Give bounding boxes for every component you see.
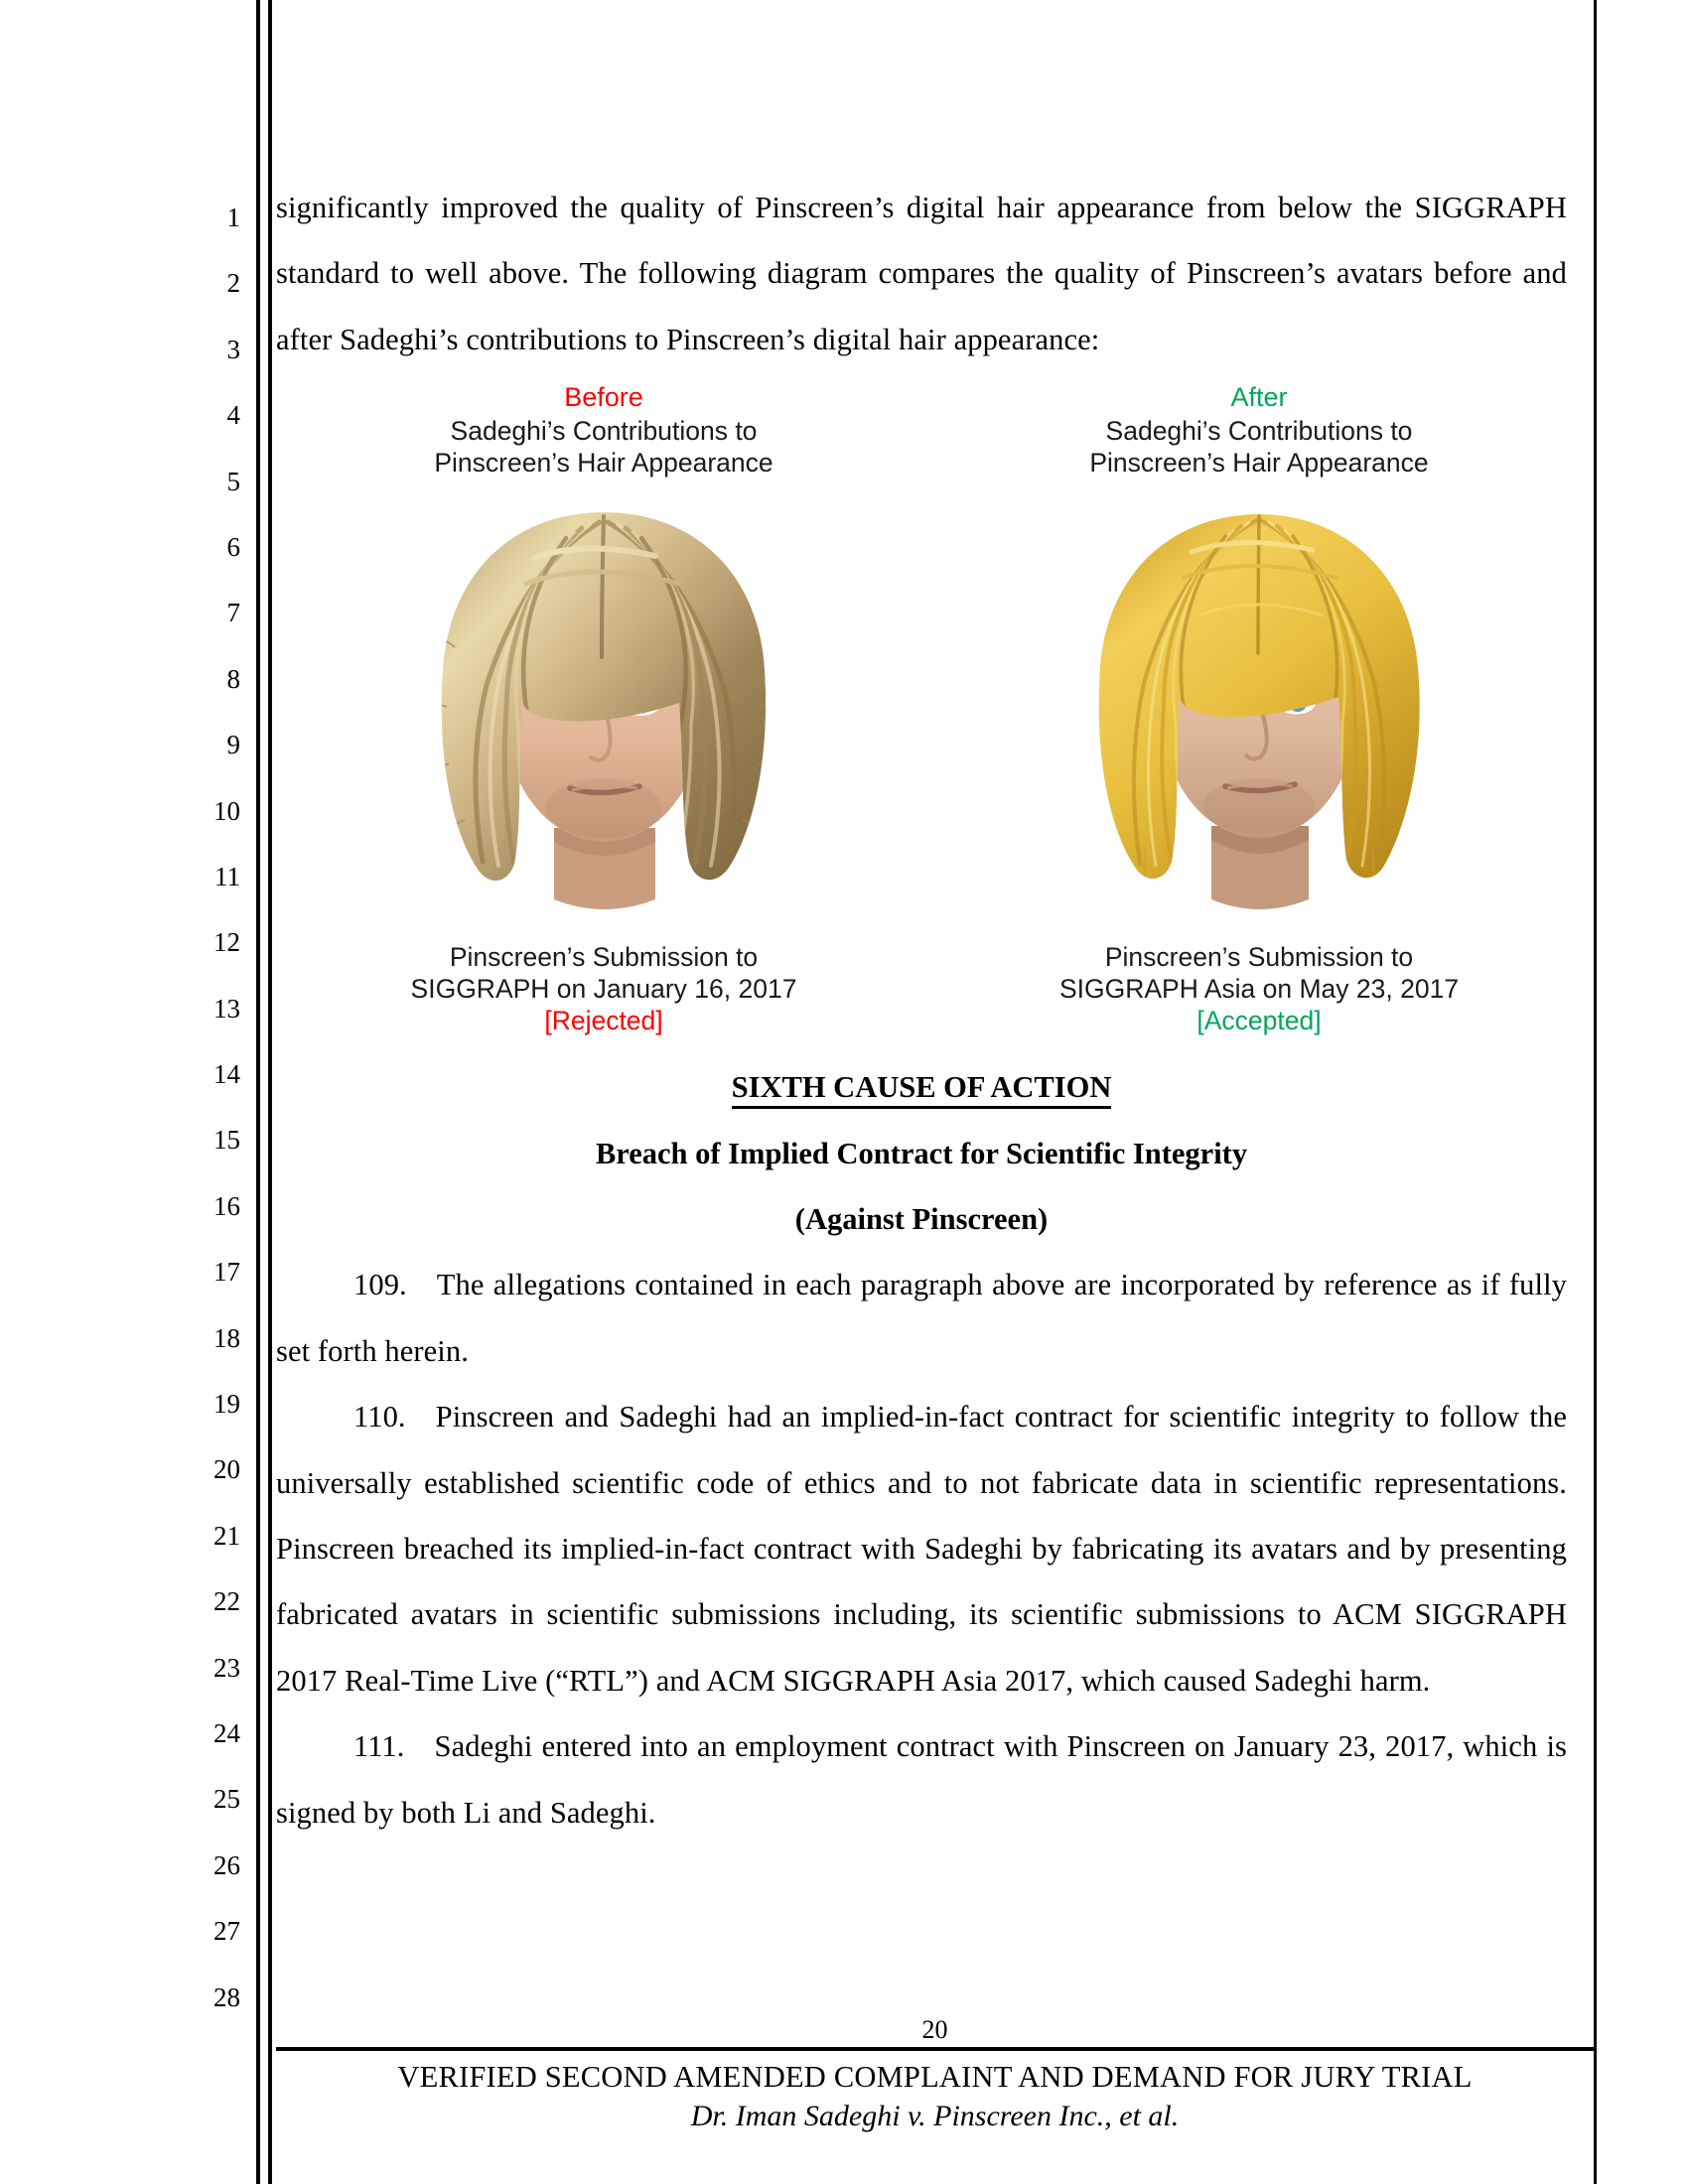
line-number: 12 bbox=[213, 927, 240, 958]
line-number: 3 bbox=[226, 334, 240, 364]
footer-title: VERIFIED SECOND AMENDED COMPLAINT AND DEMAND FOR JURY TRIAL bbox=[397, 2060, 1473, 2094]
line-number: 20 bbox=[213, 1454, 240, 1485]
before-after-figure bbox=[276, 380, 1567, 1036]
line-number: 8 bbox=[226, 663, 240, 694]
avatar-before-wrapper bbox=[306, 488, 902, 935]
page-number: 20 bbox=[921, 2015, 948, 2044]
line-number: 18 bbox=[213, 1322, 240, 1353]
line-number-gutter bbox=[179, 185, 240, 2030]
line-number: 27 bbox=[213, 1916, 240, 1947]
line-number: 25 bbox=[213, 1784, 240, 1815]
before-tag: Before bbox=[564, 382, 643, 413]
document-content bbox=[276, 175, 1567, 1845]
line-number: 10 bbox=[213, 795, 240, 826]
paragraph-110-number: 110. bbox=[353, 1400, 406, 1434]
footer-divider bbox=[276, 2047, 1594, 2051]
line-number: 9 bbox=[226, 730, 240, 760]
after-heading-line1: Sadeghi’s Contributions to bbox=[1105, 416, 1413, 447]
before-verdict-badge: [Rejected] bbox=[544, 1006, 663, 1036]
line-number: 5 bbox=[226, 466, 240, 496]
line-number: 6 bbox=[226, 531, 240, 562]
paragraph-111 bbox=[276, 1713, 1567, 1845]
figure-column-after bbox=[961, 380, 1557, 1036]
line-number: 23 bbox=[213, 1652, 240, 1683]
line-number: 22 bbox=[213, 1586, 240, 1617]
figure-column-before bbox=[306, 380, 902, 1036]
before-heading-line1: Sadeghi’s Contributions to bbox=[450, 416, 758, 447]
paragraph-111-number: 111. bbox=[353, 1729, 405, 1764]
left-margin-rule-outer bbox=[256, 0, 260, 2184]
paragraph-109-text: The allegations contained in each paragraph above are incorporated by reference as if fully set forth herein. bbox=[276, 1268, 1567, 1368]
paragraph-109-number: 109. bbox=[353, 1268, 407, 1302]
after-verdict-badge: [Accepted] bbox=[1196, 1006, 1322, 1036]
claim-heading: Breach of Implied Contract for Scientific Integrity bbox=[595, 1136, 1248, 1170]
line-number: 16 bbox=[213, 1190, 240, 1221]
footer-caption: Dr. Iman Sadeghi v. Pinscreen Inc., et al. bbox=[690, 2100, 1180, 2132]
left-margin-rule-inner bbox=[268, 0, 272, 2184]
after-caption bbox=[961, 941, 1557, 1036]
cause-of-action-heading bbox=[276, 1054, 1567, 1120]
line-number: 7 bbox=[226, 598, 240, 628]
paragraph-110 bbox=[276, 1384, 1567, 1713]
figure-tag-after-row bbox=[961, 380, 1557, 414]
avatar-after-image bbox=[1051, 498, 1468, 935]
after-caption-line1: Pinscreen’s Submission to bbox=[1104, 942, 1414, 973]
intro-paragraph: significantly improved the quality of Pinscreen’s digital hair appearance from below the SIGGRAPH standard to well above. The following diagram compares the quality of Pinscreen’s avatars before and after Sadeghi’s contributions to Pinscreen’s digital hair appearance: bbox=[276, 191, 1567, 356]
line-number: 11 bbox=[214, 861, 240, 891]
line-number: 14 bbox=[213, 1059, 240, 1090]
before-heading-line2: Pinscreen’s Hair Appearance bbox=[434, 448, 774, 478]
line-number: 26 bbox=[213, 1849, 240, 1880]
right-margin-rule bbox=[1594, 0, 1597, 2184]
line-number: 24 bbox=[213, 1717, 240, 1748]
before-caption-line2: SIGGRAPH on January 16, 2017 bbox=[410, 974, 797, 1005]
cause-of-action-text: SIXTH CAUSE OF ACTION bbox=[732, 1070, 1112, 1109]
line-number: 15 bbox=[213, 1125, 240, 1156]
line-number: 17 bbox=[213, 1257, 240, 1288]
after-tag: After bbox=[1230, 382, 1288, 413]
page-footer bbox=[276, 2015, 1594, 2136]
avatar-before-image bbox=[395, 498, 812, 935]
paragraph-109 bbox=[276, 1252, 1567, 1384]
line-number: 2 bbox=[226, 268, 240, 299]
line-number: 1 bbox=[226, 203, 240, 232]
paragraph-110-text: Pinscreen and Sadeghi had an implied-in-fact contract for scientific integrity to follow the universally established scientific code of ethics and to not fabricate data in scientific representations. Pinscreen breached its implied-in-fact contract with Sadeghi by fabricating its avatars and by presenting fabricated avatars in scientific submissions including, its scientific submissions to ACM SIGGRAPH 2017 Real-Time Live (“RTL”) and ACM SIGGRAPH Asia 2017, which caused Sadeghi harm. bbox=[276, 1400, 1567, 1698]
before-caption bbox=[306, 941, 902, 1036]
before-caption-line1: Pinscreen’s Submission to bbox=[449, 942, 759, 973]
line-number: 13 bbox=[213, 993, 240, 1024]
line-number: 21 bbox=[213, 1520, 240, 1551]
avatar-after-wrapper bbox=[961, 488, 1557, 935]
against-heading: (Against Pinscreen) bbox=[794, 1202, 1049, 1237]
line-number: 28 bbox=[213, 1981, 240, 2012]
after-caption-line2: SIGGRAPH Asia on May 23, 2017 bbox=[1058, 974, 1460, 1005]
paragraph-111-text: Sadeghi entered into an employment contract with Pinscreen on January 23, 2017, which is signed by both Li and Sadeghi. bbox=[276, 1729, 1567, 1830]
line-number: 19 bbox=[213, 1389, 240, 1420]
figure-tag-before-row bbox=[306, 380, 902, 414]
after-heading-line2: Pinscreen’s Hair Appearance bbox=[1089, 448, 1429, 478]
line-number: 4 bbox=[226, 400, 240, 431]
